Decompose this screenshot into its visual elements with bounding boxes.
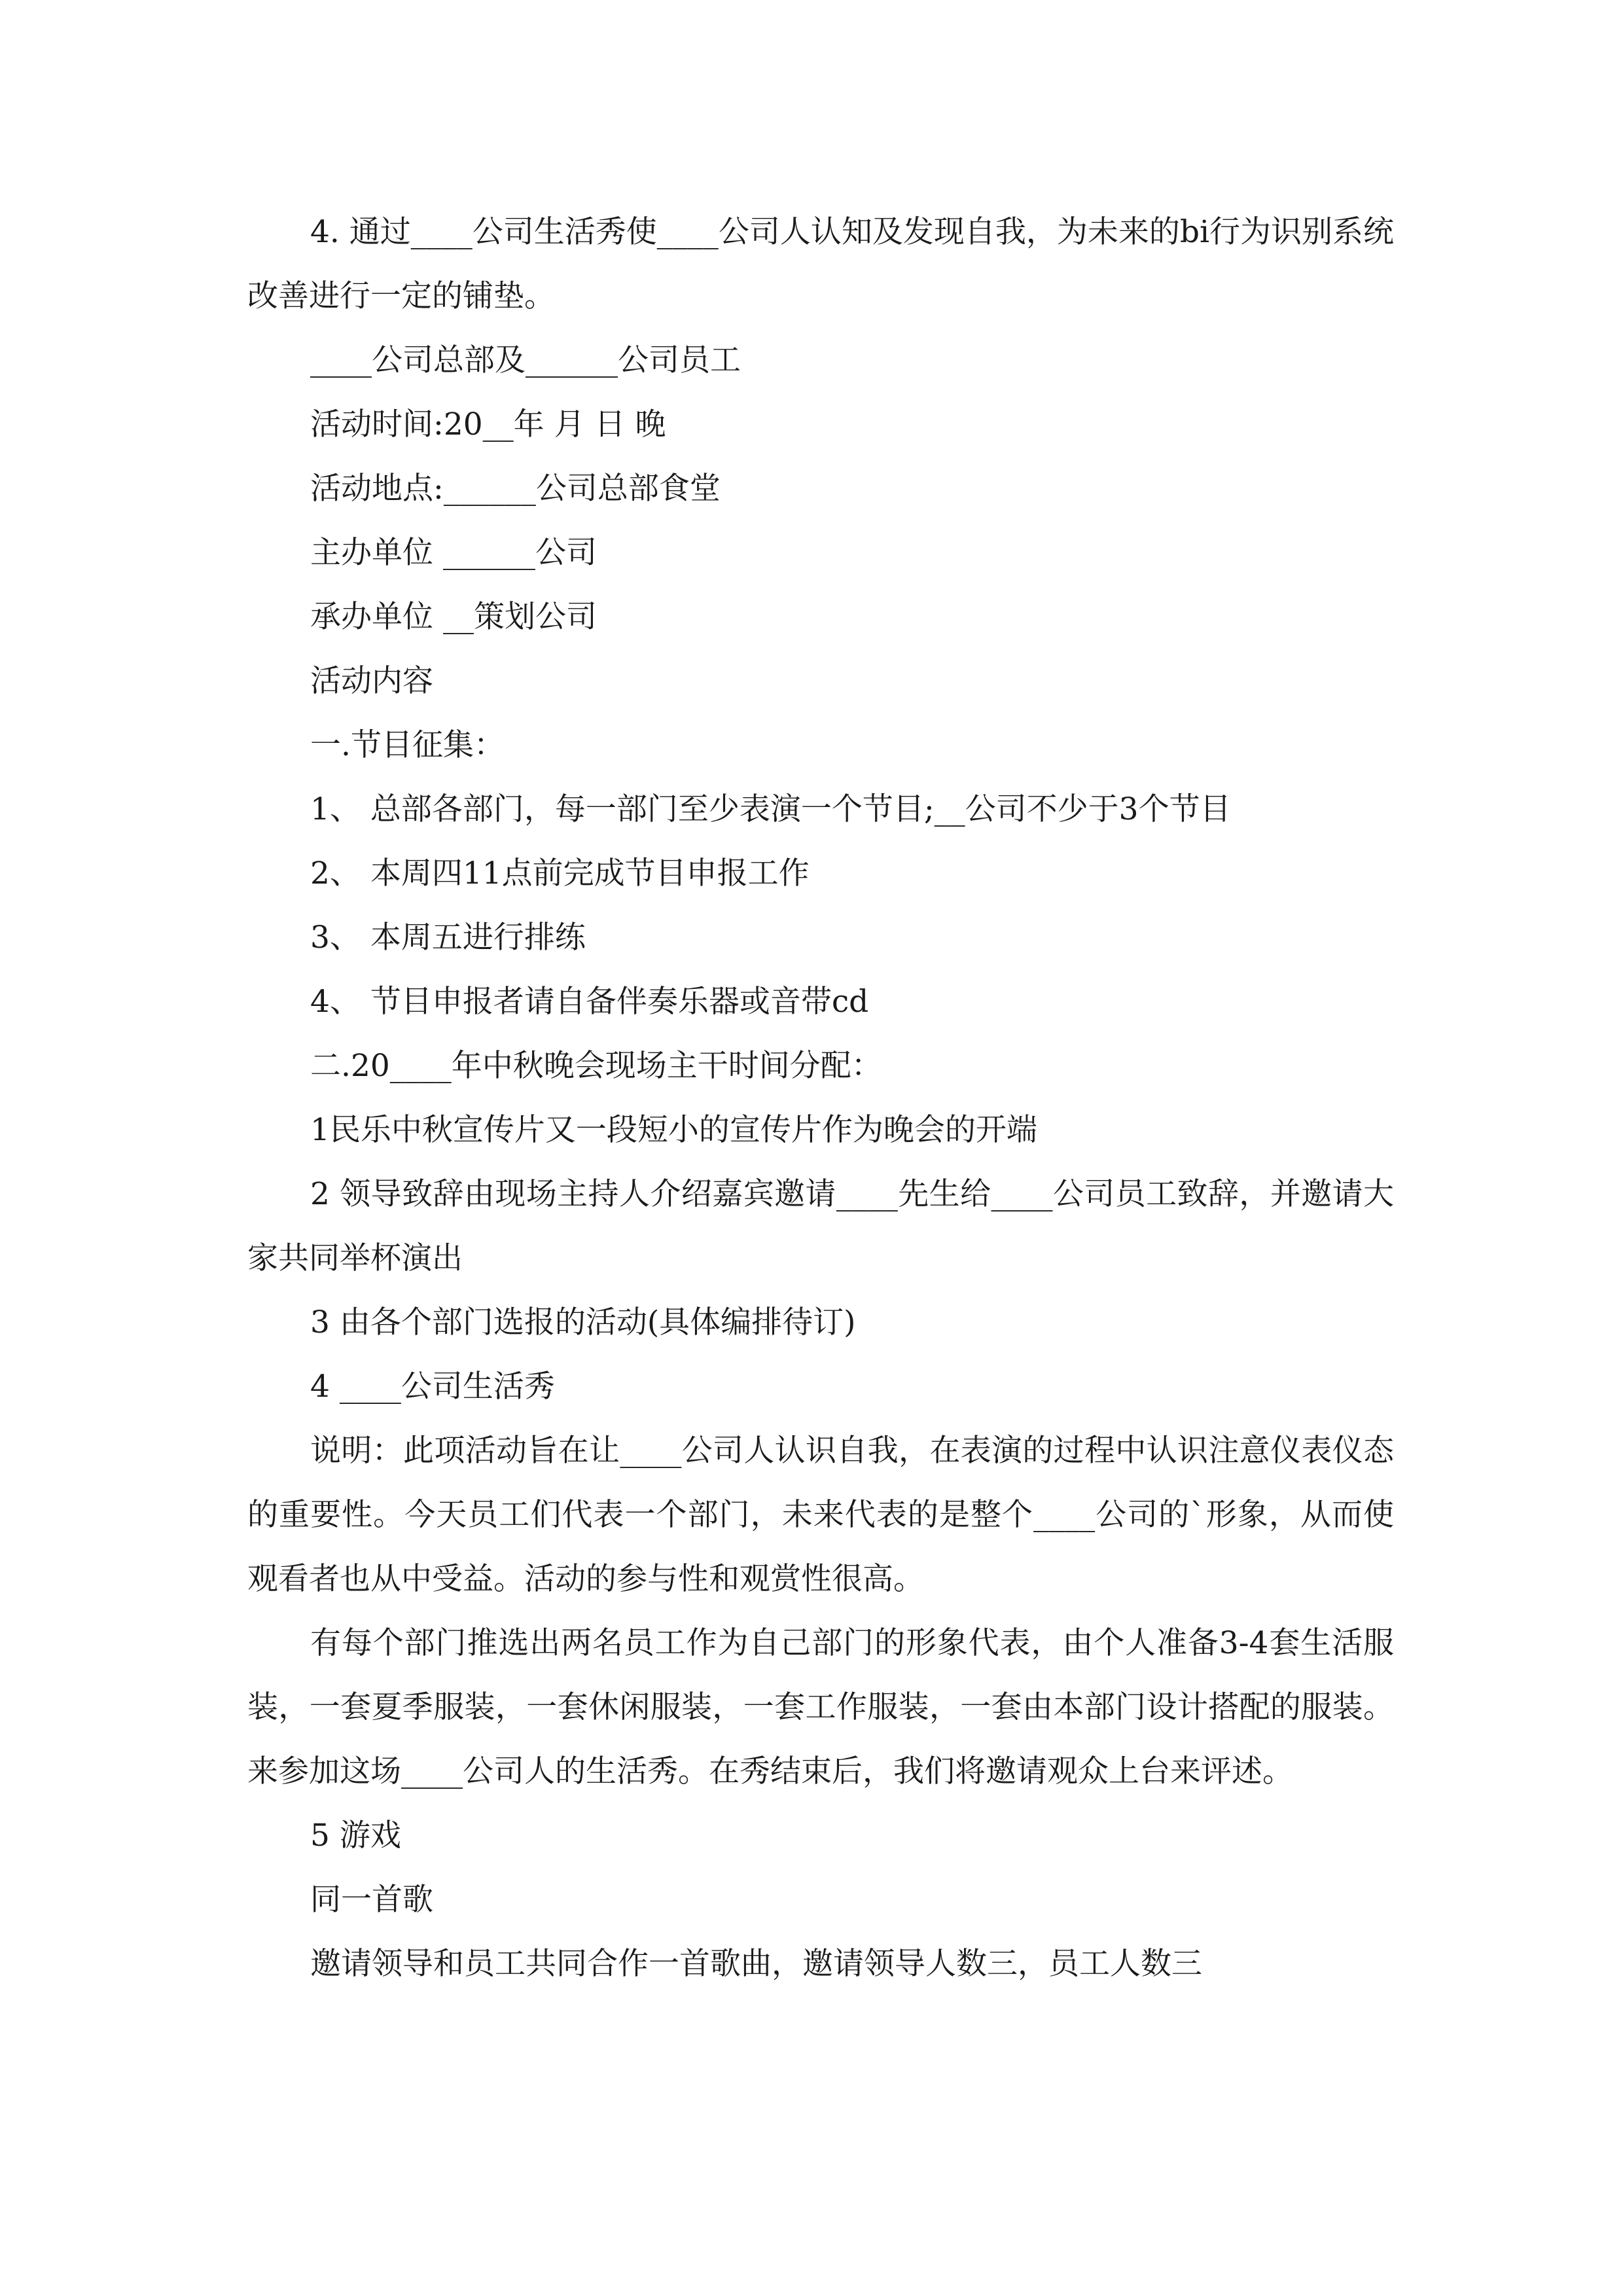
- schedule-item: 4 ____公司生活秀: [310, 1369, 555, 1405]
- list-item: 2、 本周四11点前完成节目申报工作: [310, 855, 810, 891]
- organizer: 主办单位 ______公司: [310, 535, 597, 571]
- game-description: 邀请领导和员工共同合作一首歌曲，邀请领导人数三，员工人数三: [310, 1946, 1202, 1982]
- paragraph-goal-4: 4. 通过____公司生活秀使____公司人认知及发现自我，为未来的bi行为识别系统改善进行一定的铺垫。: [247, 214, 1394, 314]
- co-organizer: 承办单位 __策划公司: [310, 599, 597, 635]
- participants: ____公司总部及______公司员工: [310, 342, 741, 378]
- activity-location: 活动地点:______公司总部食堂: [310, 471, 721, 507]
- section-heading-program-collection: 一.节目征集：: [310, 727, 505, 763]
- list-item: 4、 节目申报者请自备伴奏乐器或音带cd: [310, 984, 869, 1020]
- schedule-item: 5 游戏: [310, 1818, 401, 1854]
- document-body: [247, 200, 1394, 1996]
- schedule-item: 2 领导致辞由现场主持人介绍嘉宾邀请____先生给____公司员工致辞，并邀请大家共同举杯演出: [247, 1176, 1394, 1276]
- activity-time: 活动时间:20__年 月 日 晚: [310, 406, 666, 442]
- section-heading-content: 活动内容: [310, 663, 433, 699]
- list-item: 1、 总部各部门，每一部门至少表演一个节目;__公司不少于3个节目: [310, 791, 1231, 827]
- paragraph-fashion-show: 有每个部门推选出两名员工作为自己部门的形象代表，由个人准备3-4套生活服装，一套夏季服装，一套休闲服装，一套工作服装，一套由本部门设计搭配的服装。来参加这场____公司人的生活秀。在秀结束后，我们将邀请观众上台来评述。: [247, 1625, 1394, 1789]
- paragraph-explanation: 说明：此项活动旨在让____公司人认识自我，在表演的过程中认识注意仪表仪态的重要性。今天员工们代表一个部门，未来代表的是整个____公司的`形象，从而使观看者也从中受益。活动的参与性和观赏性很高。: [247, 1433, 1394, 1597]
- schedule-item: 1民乐中秋宣传片又一段短小的宣传片作为晚会的开端: [310, 1112, 1037, 1148]
- section-heading-schedule: 二.20____年中秋晚会现场主干时间分配：: [310, 1048, 882, 1084]
- game-title: 同一首歌: [310, 1882, 433, 1918]
- schedule-item: 3 由各个部门选报的活动(具体编排待订): [310, 1304, 856, 1340]
- list-item: 3、 本周五进行排练: [310, 920, 586, 956]
